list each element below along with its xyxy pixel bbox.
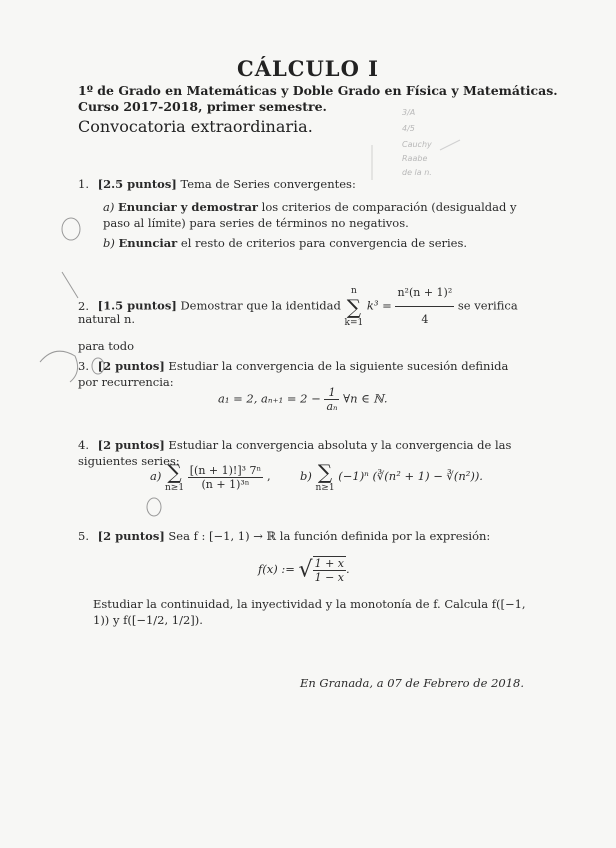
pencil-note: 3/A: [402, 108, 416, 117]
header-course: Curso 2017-2018, primer semestre.: [78, 99, 327, 114]
recurrence-formula: a₁ = 2, aₙ₊₁ = 2 − $\frac{1}{\text{aₙ}}$ ∀n ∈ ℕ.: [218, 386, 388, 413]
place-date: En Granada, a 07 de Febrero de 2018.: [299, 676, 524, 690]
circle-mark-points: [92, 358, 104, 374]
pencil-note: de la n.: [402, 168, 432, 177]
question-1b: b) Enunciar el resto de criterios para convergencia de series.: [103, 236, 468, 250]
function-definition: f(x) := √ $\frac{1 + x}{1 - x}$ .: [258, 557, 350, 584]
page-title: CÁLCULO I: [237, 56, 379, 81]
pencil-note: Cauchy: [402, 140, 432, 149]
header-degree: 1º de Grado en Matemáticas y Doble Grado en Física y Matemáticas.: [78, 83, 558, 98]
fraction: $\frac{\text{n²(n + 1)²}}{4}$: [395, 280, 454, 333]
header-convocatoria: Convocatoria extraordinaria.: [78, 117, 313, 136]
arc-mark-q3: [40, 351, 78, 382]
question-2: 2. [1.5 puntos] Demostrar que la identidad n ∑ k=1 k³ = $\frac{\text{n²(n + 1)²}}{4}$ se verifica para todo: [78, 280, 528, 359]
circle-mark-q1: [62, 218, 80, 240]
pencil-note: 4/5: [402, 124, 415, 133]
series-a: a) ∑ n≥1 $\frac{\text{[(n + 1)!]³ 7ⁿ}}{\text{(n + 1)³ⁿ}}$ ,: [150, 460, 271, 493]
summation-symbol: n ∑ k=1: [344, 285, 364, 328]
circle-mark-q4: [147, 498, 161, 516]
pencil-line: [372, 140, 460, 180]
question-5-text: Estudiar la continuidad, la inyectividad y la monotonía de f. Calcula f([−1, 1)) y f([−1/2, 1/2]).: [93, 597, 526, 627]
question-2-cont: natural n.: [78, 312, 136, 326]
question-3: 3. [2 puntos] Estudiar la convergencia de la siguiente sucesión definida por recurrencia:: [78, 359, 509, 389]
question-5: 5. [2 puntos] Sea f : [−1, 1) → ℝ la función definida por la expresión:: [78, 529, 491, 543]
question-1a: a) Enunciar y demostrar los criterios de comparación (desigualdad y paso al límite) para series de términos no negativos.: [103, 200, 517, 230]
pencil-note: Raabe: [402, 154, 428, 163]
series-b: b) ∑ n≥1 (−1)ⁿ (∛(n² + 1) − ∛(n²)).: [300, 460, 483, 493]
question-1: 1. [2.5 puntos] Tema de Series convergentes:: [78, 177, 356, 191]
check-mark-q2: [62, 272, 78, 298]
question-4: 4. [2 puntos] Estudiar la convergencia absoluta y la convergencia de las siguientes series:: [78, 438, 512, 468]
